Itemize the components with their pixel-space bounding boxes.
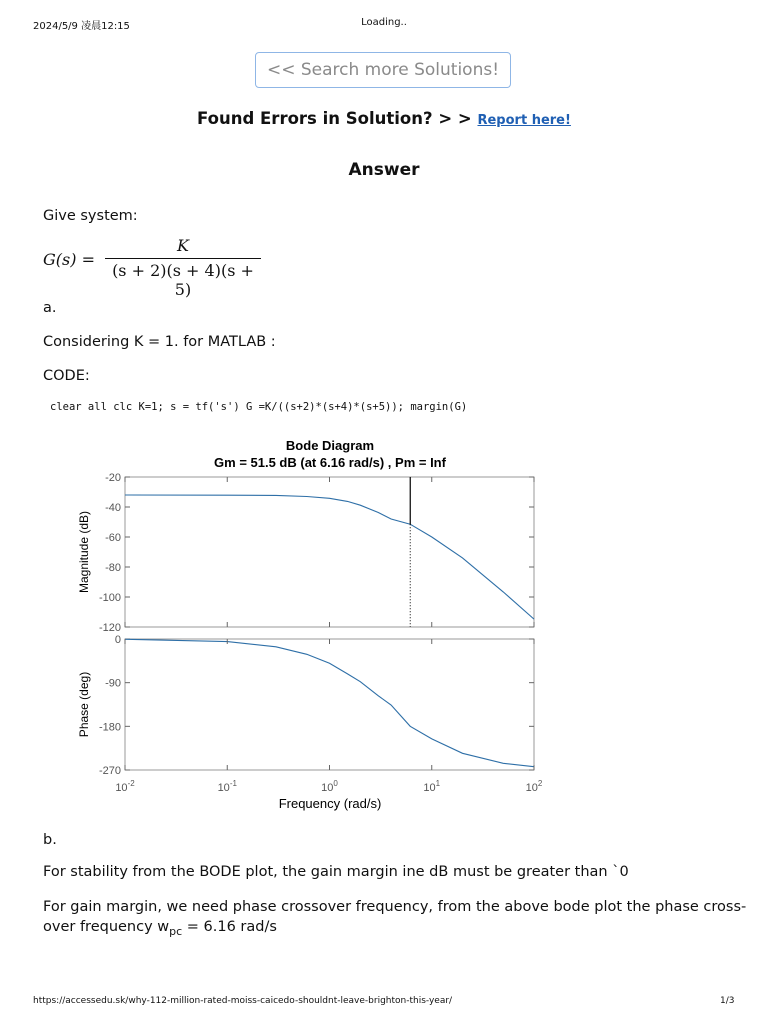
report-here-link[interactable]: Report here! [477, 113, 571, 128]
magnitude-ytick-label: -100 [98, 592, 121, 604]
phase-ytick-label: -90 [105, 677, 121, 690]
wpc-subscript: pc [169, 924, 183, 938]
header-title: Loading.. [361, 17, 407, 28]
errors-line [0, 109, 768, 128]
phase-ytick-label: -270 [98, 765, 121, 777]
magnitude-axes-box [125, 477, 534, 627]
phase-ytick-label: 0 [114, 634, 121, 646]
xtick-label: $10^0$ [321, 779, 338, 794]
part-a-label: a. [43, 300, 57, 316]
magnitude-ytick-label: -20 [105, 472, 121, 484]
errors-question: Found Errors in Solution? > > [197, 109, 472, 128]
xtick-label: $10^{-1}$ [217, 779, 237, 794]
footer-page-number: 1/3 [720, 996, 735, 1006]
search-more-solutions-button[interactable]: << Search more Solutions! [255, 52, 511, 88]
gain-margin-line2-post: = 6.16 rad/s [182, 919, 277, 935]
xtick-label: $10^2$ [525, 779, 543, 794]
equation-denominator: (s + 2)(s + 4)(s + 5) [112, 261, 254, 299]
phase-ytick-label: -180 [98, 721, 121, 734]
gain-margin-text-line2 [43, 919, 277, 938]
gain-margin-line2-pre: over frequency w [43, 919, 170, 935]
xtick-label: $10^{-2}$ [115, 779, 135, 794]
code-label: CODE: [43, 368, 90, 384]
x-axis-label: Frequency (rad/s) [278, 796, 382, 811]
chart-title: Bode Diagram [285, 438, 375, 453]
part-b-label: b. [43, 832, 57, 848]
magnitude-ytick-label: -60 [105, 532, 121, 544]
equation-lhs: G(s) = [43, 250, 95, 269]
phase-axes-box [125, 639, 534, 770]
matlab-code: clear all clc K=1; s = tf('s') G =K/((s+2)*(s+4)*(s+5)); margin(G) [50, 401, 468, 413]
give-system-text: Give system: [43, 208, 138, 224]
equation-fraction [105, 236, 261, 299]
chart-subtitle: Gm = 51.5 dB (at 6.16 rad/s) , Pm = Inf [214, 455, 446, 470]
footer-url[interactable]: https://accessedu.sk/why-112-million-rated-moiss-caicedo-shouldnt-leave-brighton-this-year/ [33, 996, 453, 1006]
magnitude-ytick-label: -120 [98, 622, 121, 634]
considering-text: Considering K = 1. for MATLAB : [43, 334, 276, 350]
magnitude-ylabel: Magnitude (dB) [77, 510, 91, 594]
gain-margin-text-line1: For gain margin, we need phase crossover frequency, from the above bode plot the phase cross- [43, 899, 747, 915]
stability-text: For stability from the BODE plot, the gain margin ine dB must be greater than `0 [43, 864, 629, 880]
xtick-label: $10^1$ [423, 779, 441, 794]
header-datetime: 2024/5/9 凌晨12:15 [33, 21, 130, 32]
magnitude-ytick-label: -40 [105, 502, 121, 514]
equation-numerator: K [177, 236, 189, 255]
bode-diagram-figure [0, 430, 768, 830]
phase-ylabel: Phase (deg) [77, 671, 91, 738]
answer-heading: Answer [348, 160, 420, 180]
magnitude-ytick-label: -80 [105, 562, 121, 574]
